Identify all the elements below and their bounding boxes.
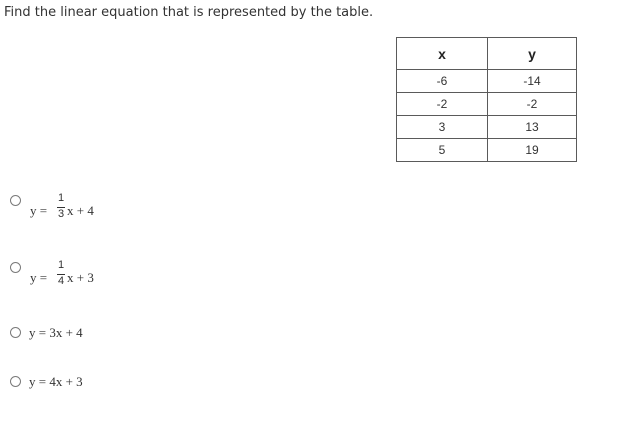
option-lhs: y =: [30, 203, 48, 218]
table-cell-x: 3: [397, 116, 488, 139]
table-cell-y: 19: [488, 139, 577, 162]
table-cell-y: -14: [488, 70, 577, 93]
option-lhs: y =: [30, 270, 48, 285]
table-header-row: [397, 38, 577, 70]
column-header-y: y: [488, 38, 577, 70]
fraction-numerator: 1: [57, 259, 65, 271]
table-row: [397, 93, 577, 116]
radio-button[interactable]: [10, 195, 21, 206]
table-row: [397, 116, 577, 139]
table-cell-y: 13: [488, 116, 577, 139]
option-rhs: x + 3: [67, 270, 94, 285]
table-cell-x: -6: [397, 70, 488, 93]
column-header-x: x: [397, 38, 488, 70]
option-rhs: x + 4: [67, 203, 94, 218]
fraction-numerator: 1: [57, 192, 65, 204]
table-cell-x: 5: [397, 139, 488, 162]
table-row: [397, 70, 577, 93]
table-cell-x: -2: [397, 93, 488, 116]
option-equation: y = 3x + 4: [29, 325, 83, 340]
radio-button[interactable]: [10, 327, 21, 338]
fraction-denominator: 3: [57, 208, 65, 220]
fraction-denominator: 4: [57, 275, 65, 287]
question-text: Find the linear equation that is represented by the table.: [4, 5, 374, 20]
option-equation: y = 4x + 3: [29, 374, 83, 389]
radio-button[interactable]: [10, 262, 21, 273]
xy-table: [396, 37, 577, 162]
table-cell-y: -2: [488, 93, 577, 116]
table-row: [397, 139, 577, 162]
radio-button[interactable]: [10, 376, 21, 387]
